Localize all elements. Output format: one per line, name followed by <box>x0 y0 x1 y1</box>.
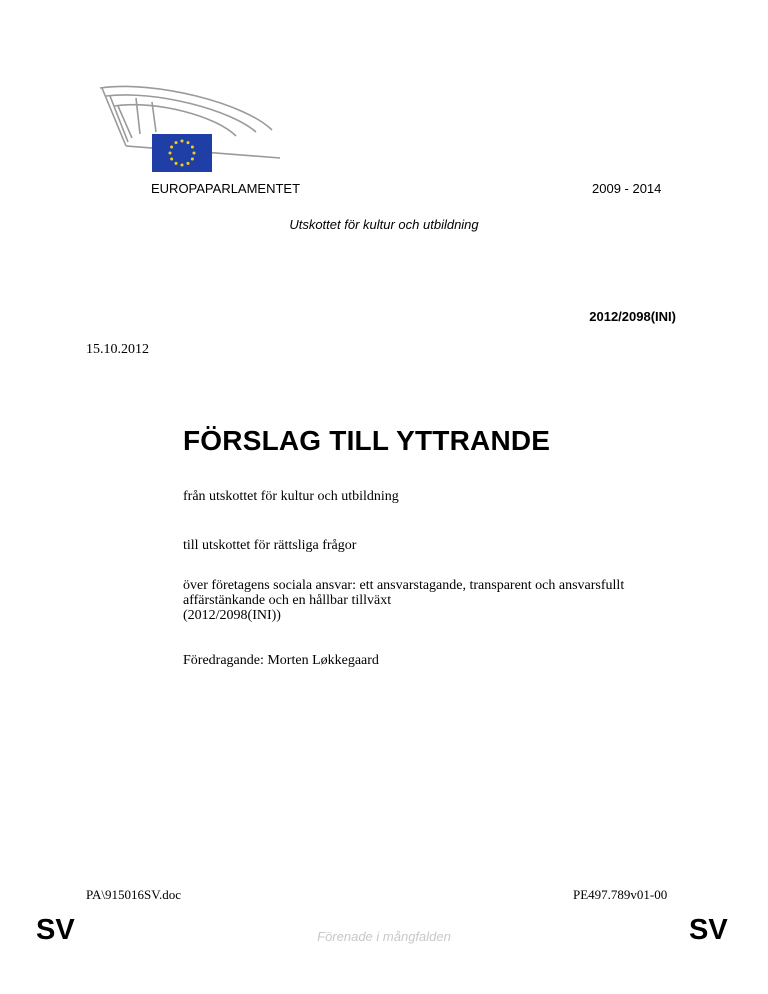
subject-line: (2012/2098(INI)) <box>183 608 281 623</box>
star-icon <box>181 164 184 167</box>
star-icon <box>187 141 190 144</box>
from-committee-line: från utskottet för kultur och utbildning <box>183 489 399 504</box>
document-date: 15.10.2012 <box>86 342 149 357</box>
star-icon <box>170 146 173 149</box>
star-icon <box>193 152 196 155</box>
committee-name: Utskottet för kultur och utbildning <box>289 217 479 232</box>
file-reference: PA\915016SV.doc <box>86 887 181 902</box>
eu-motto: Förenade i mångfalden <box>317 929 451 944</box>
star-icon <box>175 162 178 165</box>
parliamentary-term: 2009 - 2014 <box>592 181 662 196</box>
pe-reference: PE497.789v01-00 <box>573 887 668 902</box>
institution-name: EUROPAPARLAMENTET <box>151 181 301 196</box>
procedure-number: 2012/2098(INI) <box>589 309 676 324</box>
star-icon <box>170 158 173 161</box>
language-code-left: SV <box>36 914 75 946</box>
document-title: FÖRSLAG TILL YTTRANDE <box>183 425 551 456</box>
to-committee-line: till utskottet för rättsliga frågor <box>183 538 357 553</box>
star-icon <box>191 158 194 161</box>
star-icon <box>187 162 190 165</box>
star-icon <box>169 152 172 155</box>
language-code-right: SV <box>689 914 728 946</box>
eu-flag-icon <box>152 134 212 172</box>
star-icon <box>191 146 194 149</box>
rapporteur-line: Föredragande: Morten Løkkegaard <box>183 653 379 668</box>
european-parliament-logo-icon <box>96 82 282 176</box>
star-icon <box>181 140 184 143</box>
star-icon <box>175 141 178 144</box>
subject-line: över företagens sociala ansvar: ett ansvarstagande, transparent och ansvarsfullt <box>183 578 625 593</box>
subject-block <box>183 578 693 623</box>
subject-line: affärstänkande och en hållbar tillväxt <box>183 593 392 608</box>
